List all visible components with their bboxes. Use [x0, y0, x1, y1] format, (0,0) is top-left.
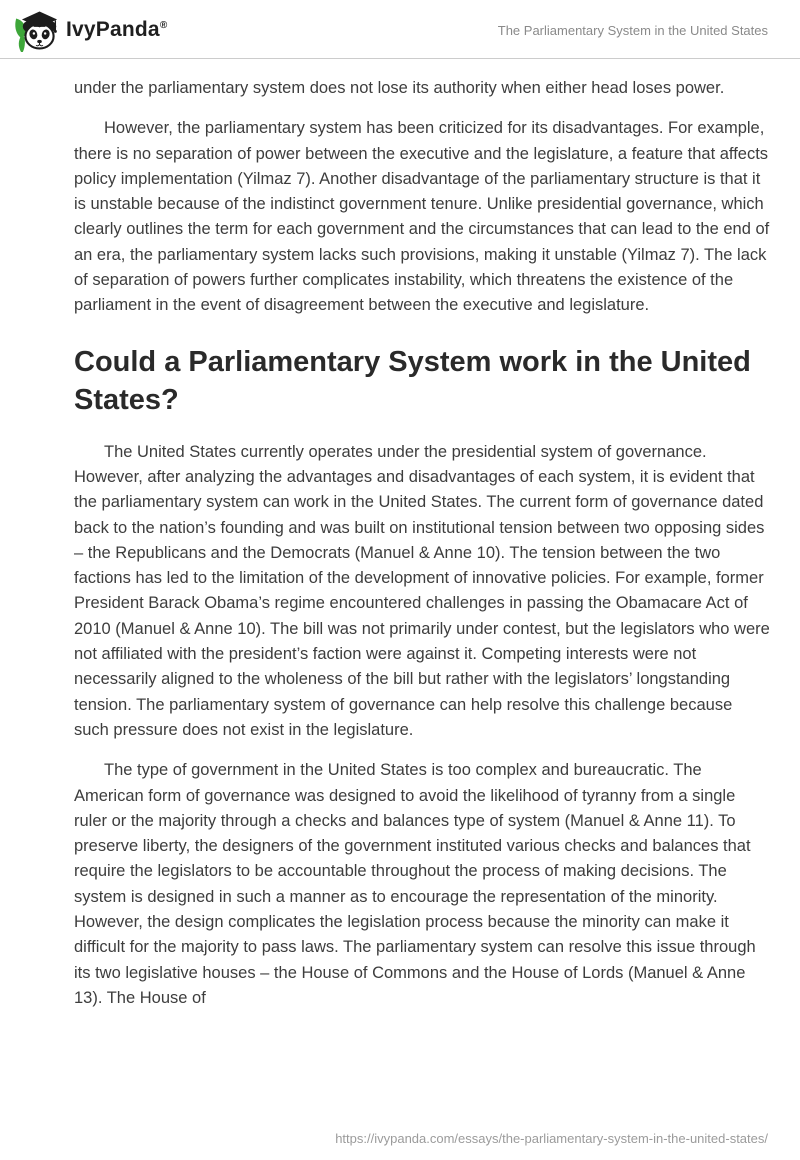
ivypanda-logo: [14, 7, 167, 53]
brand-text: IvyPanda: [66, 18, 160, 41]
document-title: The Parliamentary System in the United States: [497, 22, 768, 38]
paragraph-continuation: under the parliamentary system does not lose its authority when either head loses power.: [74, 79, 725, 97]
panda-graduate-icon: [14, 7, 58, 53]
registered-mark: ®: [159, 20, 168, 31]
paragraph: The type of government in the United States is too complex and bureaucratic. The American form of governance was designed to avoid the likelihood of tyranny from a single ruler or the majority through a checks and balances type of system (Manuel & Anne 11). To preserve liberty, the designers of the government instituted various checks and balances that require the legislators to be accountable throughout the process of making decisions. The system is designed in such a manner as to encourage the representation of the minority. However, the design complicates the legislation process because the minority can make it difficult for the majority to pass laws. The parliamentary system can resolve this issue through its two legislative houses – the House of Commons and the House of Lords (Manuel & Anne 13). The House of: [74, 761, 756, 1007]
essay-content: [0, 59, 800, 1011]
section-heading: Could a Parliamentary System work in the United States?: [74, 345, 751, 416]
page-header: [0, 0, 800, 58]
page-footer: [335, 1130, 768, 1148]
brand-name: [66, 18, 167, 42]
paragraph: However, the parliamentary system has been criticized for its disadvantages. For example, there is no separation of power between the executive and the legislature, a feature that affects policy implementation (Yilmaz 7). Another disadvantage of the parliamentary structure is that it is unstable because of the indistinct government tenure. Unlike presidential governance, which clearly outlines the term for each government and the circumstances that can lead to the end of an era, the parliamentary system lacks such provisions, making it unstable (Yilmaz 7). The lack of separation of powers further complicates instability, which threatens the existence of the parliament in the event of disagreement between the executive and legislature.: [74, 119, 770, 315]
paragraph: The United States currently operates under the presidential system of governance. However, after analyzing the advantages and disadvantages of each system, it is evident that the parliamentary system can work in the United States. The current form of governance dated back to the nation’s founding and was built on institutional tension between two opposing sides – the Republicans and the Democrats (Manuel & Anne 10). The tension between the two factions has led to the limitation of the development of innovative policies. For example, former President Barack Obama’s regime encountered challenges in passing the Obamacare Act of 2010 (Manuel & Anne 10). The bill was not primarily under contest, but the legislators who were not affiliated with the president’s faction were against it. Competing interests were not necessarily aligned to the wholeness of the bill but rather with the legislators’ longstanding tension. The parliamentary system of governance can help resolve this challenge because such pressure does not exist in the legislature.: [74, 442, 770, 739]
source-url-link[interactable]: https://ivypanda.com/essays/the-parliamentary-system-in-the-united-states/: [335, 1131, 768, 1146]
